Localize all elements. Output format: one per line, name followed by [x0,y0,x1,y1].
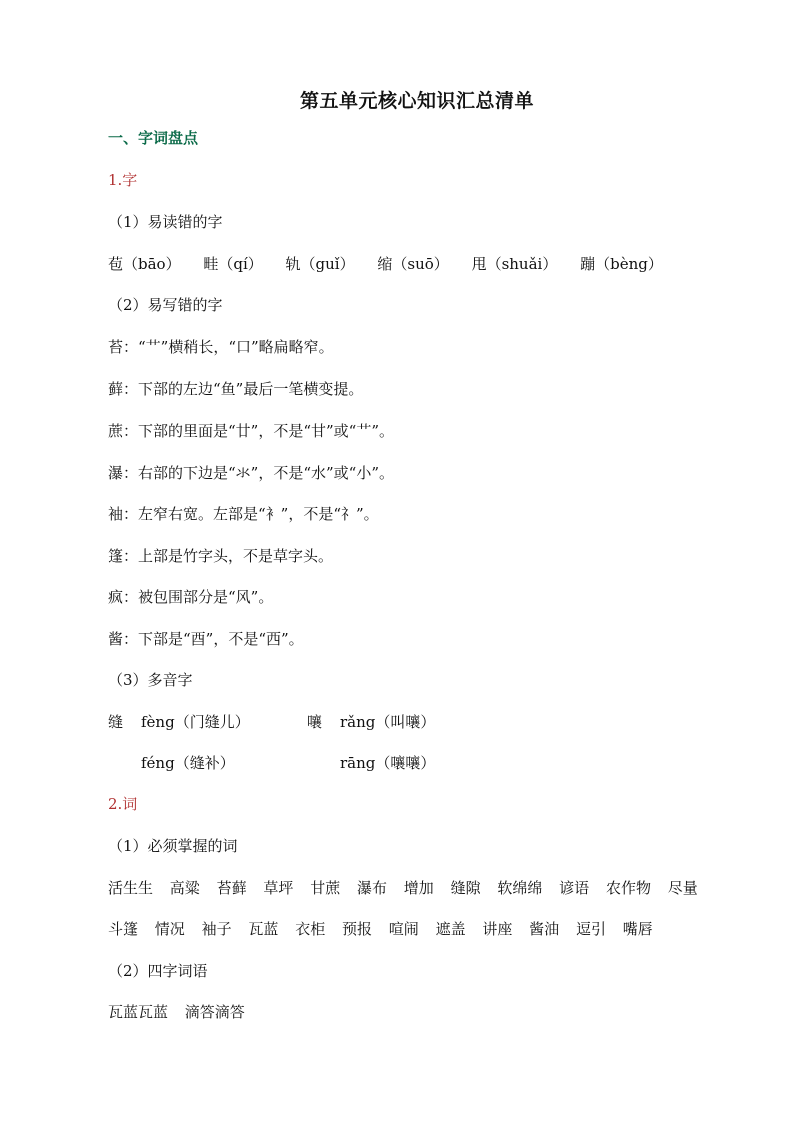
misread-item: 苞（bāo） [108,255,181,273]
word-item: 遮盖 [435,920,466,938]
idiom-item: 滴答滴答 [184,1003,245,1021]
word-item: 袖子 [201,920,232,938]
word-item: 苔藓 [216,879,247,897]
subheading-characters: 1.字 [108,171,138,189]
word-item: 衣柜 [295,920,326,938]
idiom-item: 瓦蓝瓦蓝 [108,1003,169,1021]
word-item: 草坪 [263,879,294,897]
word-item: 逗引 [575,920,606,938]
miswritten-line: 酱：下部是“酉”，不是“西”。 [108,630,304,648]
label-must-master: （1）必须掌握的词 [108,837,238,855]
word-item: 瓦蓝 [248,920,279,938]
word-row [108,878,710,898]
word-item: 尽量 [667,879,698,897]
word-item: 预报 [341,920,372,938]
polyphonic-reading: rāng（嚷嚷） [340,754,436,772]
word-item: 情况 [154,920,185,938]
word-item: 酱油 [529,920,560,938]
word-item: 瀑布 [356,879,387,897]
misread-item: 蹦（bèng） [580,255,663,273]
word-item: 讲座 [482,920,513,938]
misread-item: 缩（suō） [377,255,449,273]
miswritten-line: 瀑：右部的下边是“氺”，不是“水”或“小”。 [108,464,395,482]
miswritten-line: 袖：左窄右宽。左部是“衤”，不是“礻”。 [108,505,379,523]
word-item: 农作物 [605,879,651,897]
word-item: 甘蔗 [310,879,341,897]
miswritten-line: 苔：“艹”横稍长，“口”略扁略窄。 [108,338,334,356]
word-item: 高粱 [169,879,200,897]
miswritten-line: 藓：下部的左边“鱼”最后一笔横变提。 [108,380,364,398]
label-easy-miswritten: （2）易写错的字 [108,296,223,314]
polyphonic-reading: féng（缝补） [141,754,235,772]
misread-item: 甩（shuǎi） [471,255,558,273]
idiom-row [108,1002,257,1022]
word-item: 增加 [403,879,434,897]
word-item: 活生生 [108,879,154,897]
word-item: 缝隙 [450,879,481,897]
miswritten-line: 蔗：下部的里面是“廿”，不是“甘”或“艹”。 [108,422,395,440]
misread-item: 轨（guǐ） [285,255,355,273]
word-item: 谚语 [559,879,590,897]
word-item: 软绵绵 [497,879,543,897]
page-title: 第五单元核心知识汇总清单 [299,90,534,112]
subheading-words: 2.词 [108,795,138,813]
section-heading-words: 一、字词盘点 [108,129,199,147]
word-item: 喧闹 [388,920,419,938]
misread-list [108,254,681,274]
label-four-char-idioms: （2）四字词语 [108,962,208,980]
polyphonic-char: 嚷 [307,713,323,731]
miswritten-line: 疯：被包围部分是“风”。 [108,588,274,606]
word-item: 嘴唇 [622,920,653,938]
misread-item: 畦（qí） [203,255,263,273]
polyphonic-reading: rǎng（叫嚷） [340,713,436,731]
miswritten-line: 篷：上部是竹字头，不是草字头。 [108,547,334,565]
polyphonic-char: 缝 [108,713,124,731]
label-polyphonic: （3）多音字 [108,671,193,689]
word-row [108,919,665,939]
polyphonic-reading: fèng（门缝儿） [141,713,250,731]
label-easy-misread: （1）易读错的字 [108,213,223,231]
word-item: 斗篷 [108,920,139,938]
